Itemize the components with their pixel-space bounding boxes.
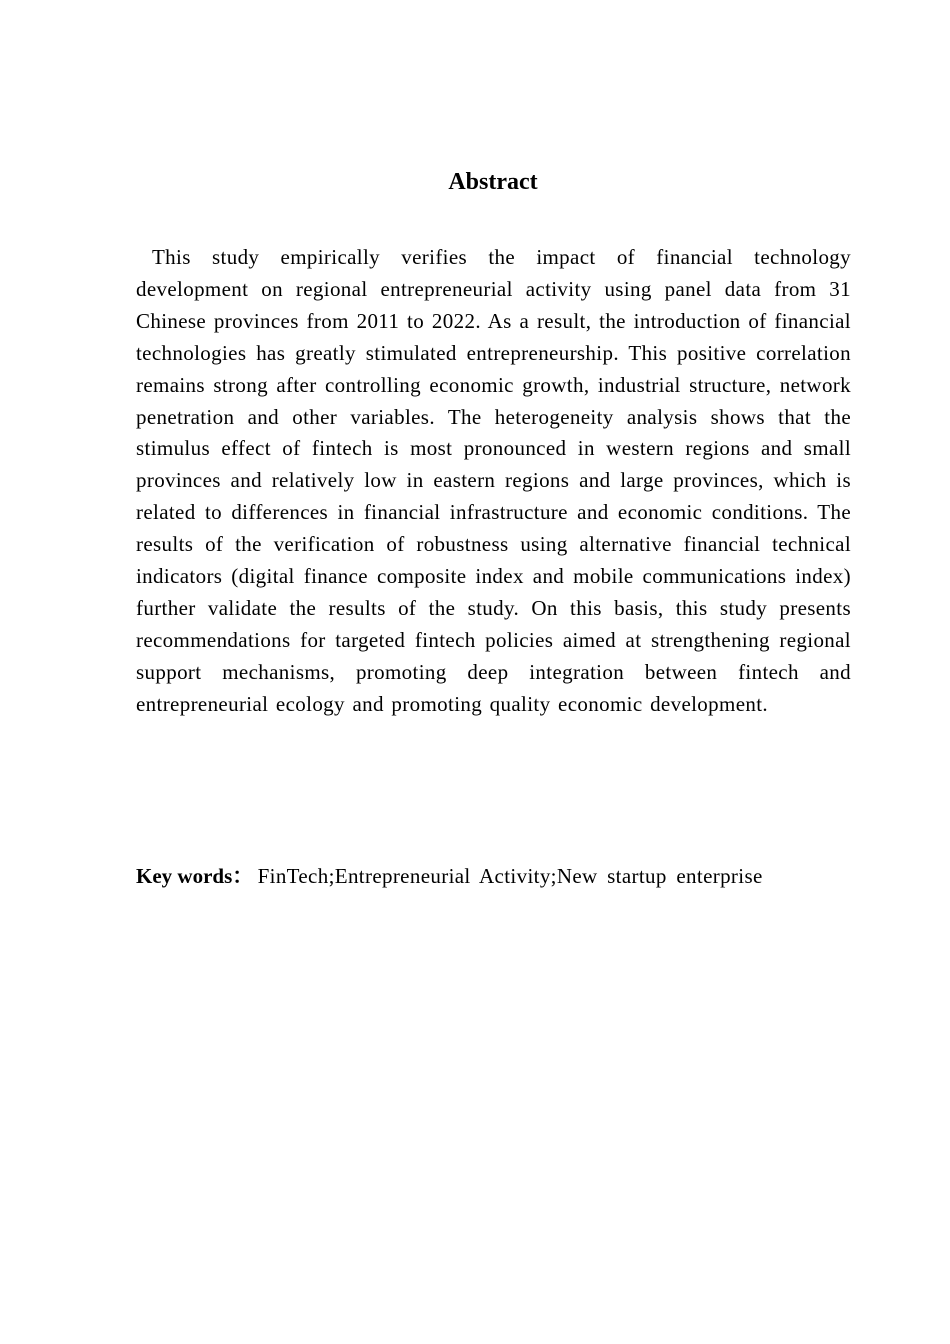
keywords-separator: ： [232,864,254,888]
keywords-value: FinTech;Entrepreneurial Activity;New startup enterprise [257,864,763,888]
abstract-body: This study empirically verifies the impact of financial technology development on regional entrepreneurial activity using panel data from 31 Chinese provinces from 2011 to 2022. As a result, the introduction of financial technologies has greatly stimulated entrepreneurship. This positive correlation remains strong after controlling economic growth, industrial structure, network penetration and other variables. The heterogeneity analysis shows that the stimulus effect of fintech is most pronounced in western regions and small provinces and relatively low in eastern regions and large provinces, which is related to differences in financial infrastructure and economic conditions. The results of the verification of robustness using alternative financial technical indicators (digital finance composite index and mobile communications index) further validate the results of the study. On this basis, this study presents recommendations for targeted fintech policies aimed at strengthening regional support mechanisms, promoting deep integration between fintech and entrepreneurial ecology and promoting quality economic development. [136,245,851,716]
keywords-label: Key words [136,864,233,888]
abstract-title: Abstract [448,169,538,195]
keywords-line [136,860,896,892]
